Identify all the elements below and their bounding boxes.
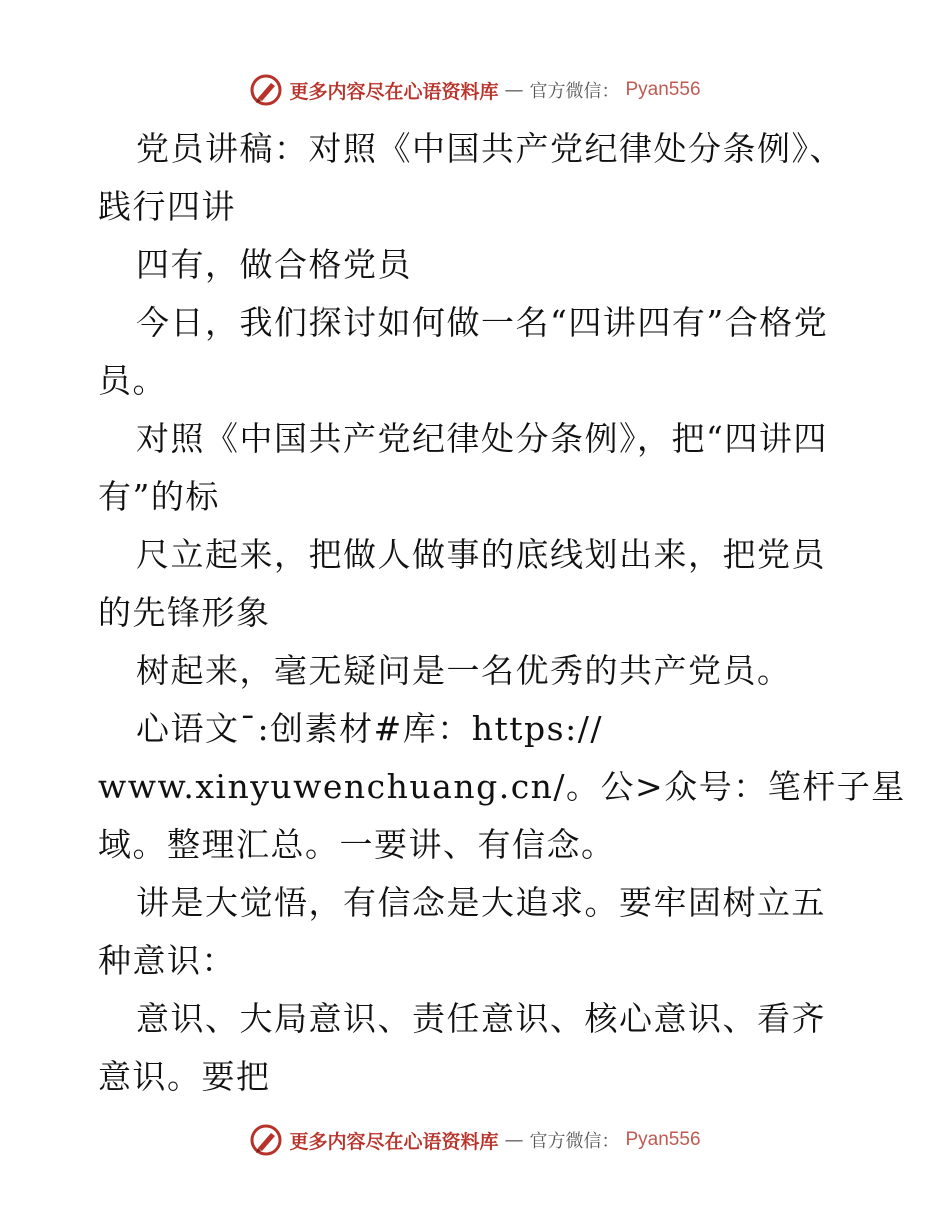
paragraph-4: 对照《中国共产党纪律处分条例》，把“四讲四有”的标 <box>98 419 828 516</box>
footer-separator: — <box>504 1129 524 1151</box>
paragraph-7-line-3: 域。整理汇总。一要讲、有信念。 <box>98 825 616 864</box>
header-wechat-label: 官方微信： <box>529 81 620 102</box>
header-banner-inner <box>249 73 700 107</box>
paragraph-7-line-1: 心语文¯:创素材#库：https:// <box>136 709 603 748</box>
paragraph-8: 讲是大觉悟，有信念是大追求。要牢固树立五种意识： <box>98 883 826 980</box>
document-body <box>98 120 906 1106</box>
footer-wechat-id: Pyan556 <box>625 1129 701 1150</box>
paragraph-6: 树起来，毫无疑问是一名优秀的共产党员。 <box>136 651 792 690</box>
header-separator: — <box>504 79 524 101</box>
header-site-text: 更多内容尽在心语资料库 <box>289 80 499 103</box>
paragraph-9: 意识、大局意识、责任意识、核心意识、看齐意识。要把 <box>98 999 826 1096</box>
paragraph-2: 四有，做合格党员 <box>136 245 412 284</box>
paragraph-5: 尺立起来，把做人做事的底线划出来，把党员的先锋形象 <box>98 535 826 632</box>
pen-in-circle-icon <box>249 73 283 107</box>
paragraph-3: 今日，我们探讨如何做一名“四讲四有”合格党员。 <box>98 303 829 400</box>
footer-banner <box>0 1120 950 1160</box>
header-banner <box>0 70 950 110</box>
footer-banner-inner <box>249 1123 700 1157</box>
footer-wechat-label: 官方微信： <box>529 1131 620 1152</box>
pen-in-circle-icon <box>249 1123 283 1157</box>
paragraph-title: 党员讲稿：对照《中国共产党纪律处分条例》、践行四讲 <box>98 129 844 226</box>
paragraph-7-line-2: www.xinyuwenchuang.cn/。公>众号：笔杆子星 <box>98 767 906 806</box>
header-wechat-id: Pyan556 <box>625 79 701 100</box>
footer-site-text: 更多内容尽在心语资料库 <box>289 1130 499 1153</box>
